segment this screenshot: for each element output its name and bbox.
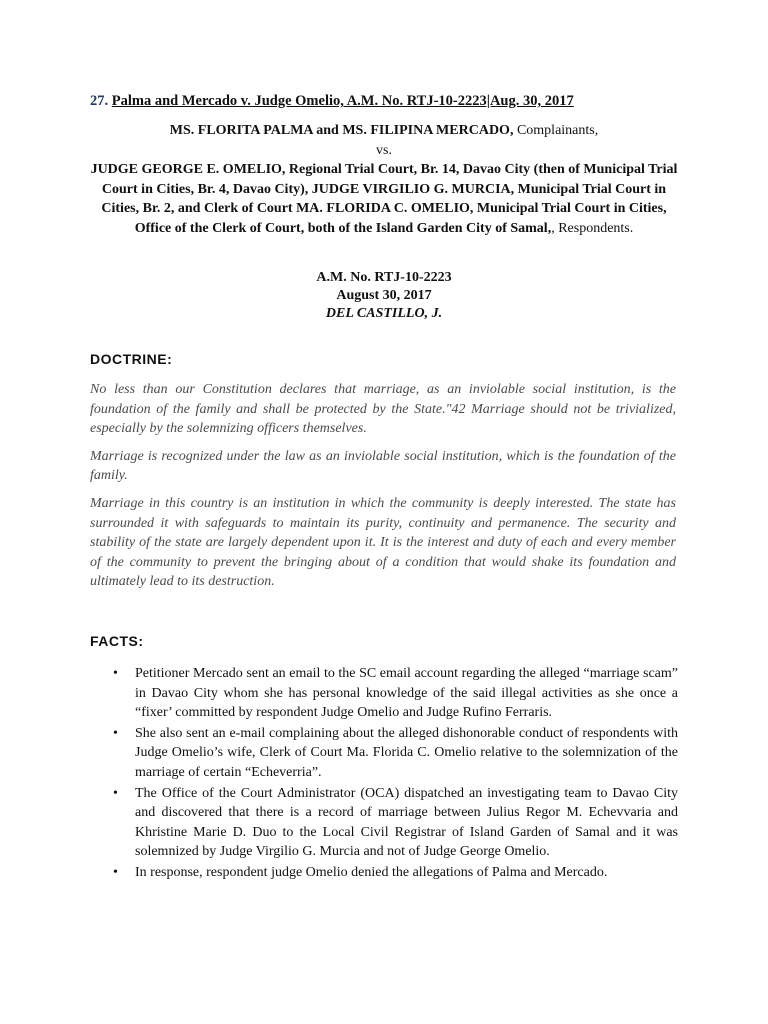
complainants-label: Complainants, <box>516 123 599 138</box>
bullet-icon: • <box>113 725 118 741</box>
complainants-line <box>90 121 678 141</box>
bullet-icon: • <box>113 864 118 880</box>
ponente: DEL CASTILLO, J. <box>325 306 443 321</box>
am-number: A.M. No. RTJ-10-2223 <box>316 270 452 285</box>
doctrine-paragraph: Marriage is recognized under the law as an inviolable social institution, which is the foundation of the family. <box>90 448 676 484</box>
list-item <box>90 724 678 783</box>
parties-block <box>90 121 678 239</box>
case-number: 27. <box>90 93 109 109</box>
fact-text: In response, respondent judge Omelio denied the allegations of Palma and Mercado. <box>135 864 608 880</box>
respondents-label: , Respondents. <box>551 220 634 236</box>
list-item <box>90 664 678 723</box>
fact-text: Petitioner Mercado sent an email to the SC email account regarding the alleged “marriage scam” in Davao City whom she has personal knowledge of the said illegal activities as she once a “fixer’ committed by respondent Judge Omelio and Judge Rufino Ferraris. <box>135 666 678 721</box>
complainants-names: MS. FLORITA PALMA and MS. FILIPINA MERCADO, <box>169 123 514 138</box>
case-info-block <box>90 269 678 323</box>
respondents-line <box>90 160 678 238</box>
fact-text: She also sent an e-mail complaining about the alleged dishonorable conduct of respondents with Judge Omelio’s wife, Clerk of Court Ma. Florida C. Omelio relative to the solemnization of the marriage of certain “Echeverria”. <box>135 725 678 780</box>
list-item <box>90 784 678 862</box>
list-item <box>90 863 678 883</box>
respondents-names: JUDGE GEORGE E. OMELIO, Regional Trial Court, Br. 14, Davao City (then of Municipal Trial Court in Cities, Br. 4, Davao City), JUDGE VIRGILIO G. MURCIA, Municipal Trial Court in Cities, Br. 2, and Clerk of Court MA. FLORIDA C. OMELIO, Municipal Trial Court in Cities, Office of the Clerk of Court, both of the Island Garden City of Samal, <box>90 162 678 236</box>
facts-heading: FACTS: <box>90 633 144 649</box>
case-title <box>90 93 574 110</box>
bullet-icon: • <box>113 666 118 681</box>
versus-line: vs. <box>376 142 392 158</box>
case-title-text: Palma and Mercado v. Judge Omelio, A.M. No. RTJ-10-2223|Aug. 30, 2017 <box>111 93 574 109</box>
facts-list <box>90 664 678 884</box>
fact-text: The Office of the Court Administrator (OCA) dispatched an investigating team to Davao City and discovered that there is a record of marriage between Julius Regor M. Echevvaria and Khristine Marie D. Duo to the Local Civil Registrar of Island Garden of Samal and it was solemnized by Judge Virgilio G. Murcia and not of Judge George Omelio. <box>135 785 678 860</box>
decision-date: August 30, 2017 <box>336 288 432 303</box>
doctrine-paragraph: Marriage in this country is an institution in which the community is deeply interested. The state has surrounded it with safeguards to maintain its purity, continuity and permanence. The security and stability of the state are largely dependent upon it. It is the interest and duty of each and every member of the community to prevent the bringing about of a condition that would shake its foundation and ultimately lead to its destruction. <box>90 495 676 590</box>
doctrine-body <box>90 380 676 600</box>
doctrine-paragraph: No less than our Constitution declares that marriage, as an inviolable social institution, is the foundation of the family and shall be protected by the State."42 Marriage should not be trivialized, especially by the solemnizing officers themselves. <box>90 382 676 437</box>
bullet-icon: • <box>113 785 118 801</box>
doctrine-heading: DOCTRINE: <box>90 351 173 367</box>
